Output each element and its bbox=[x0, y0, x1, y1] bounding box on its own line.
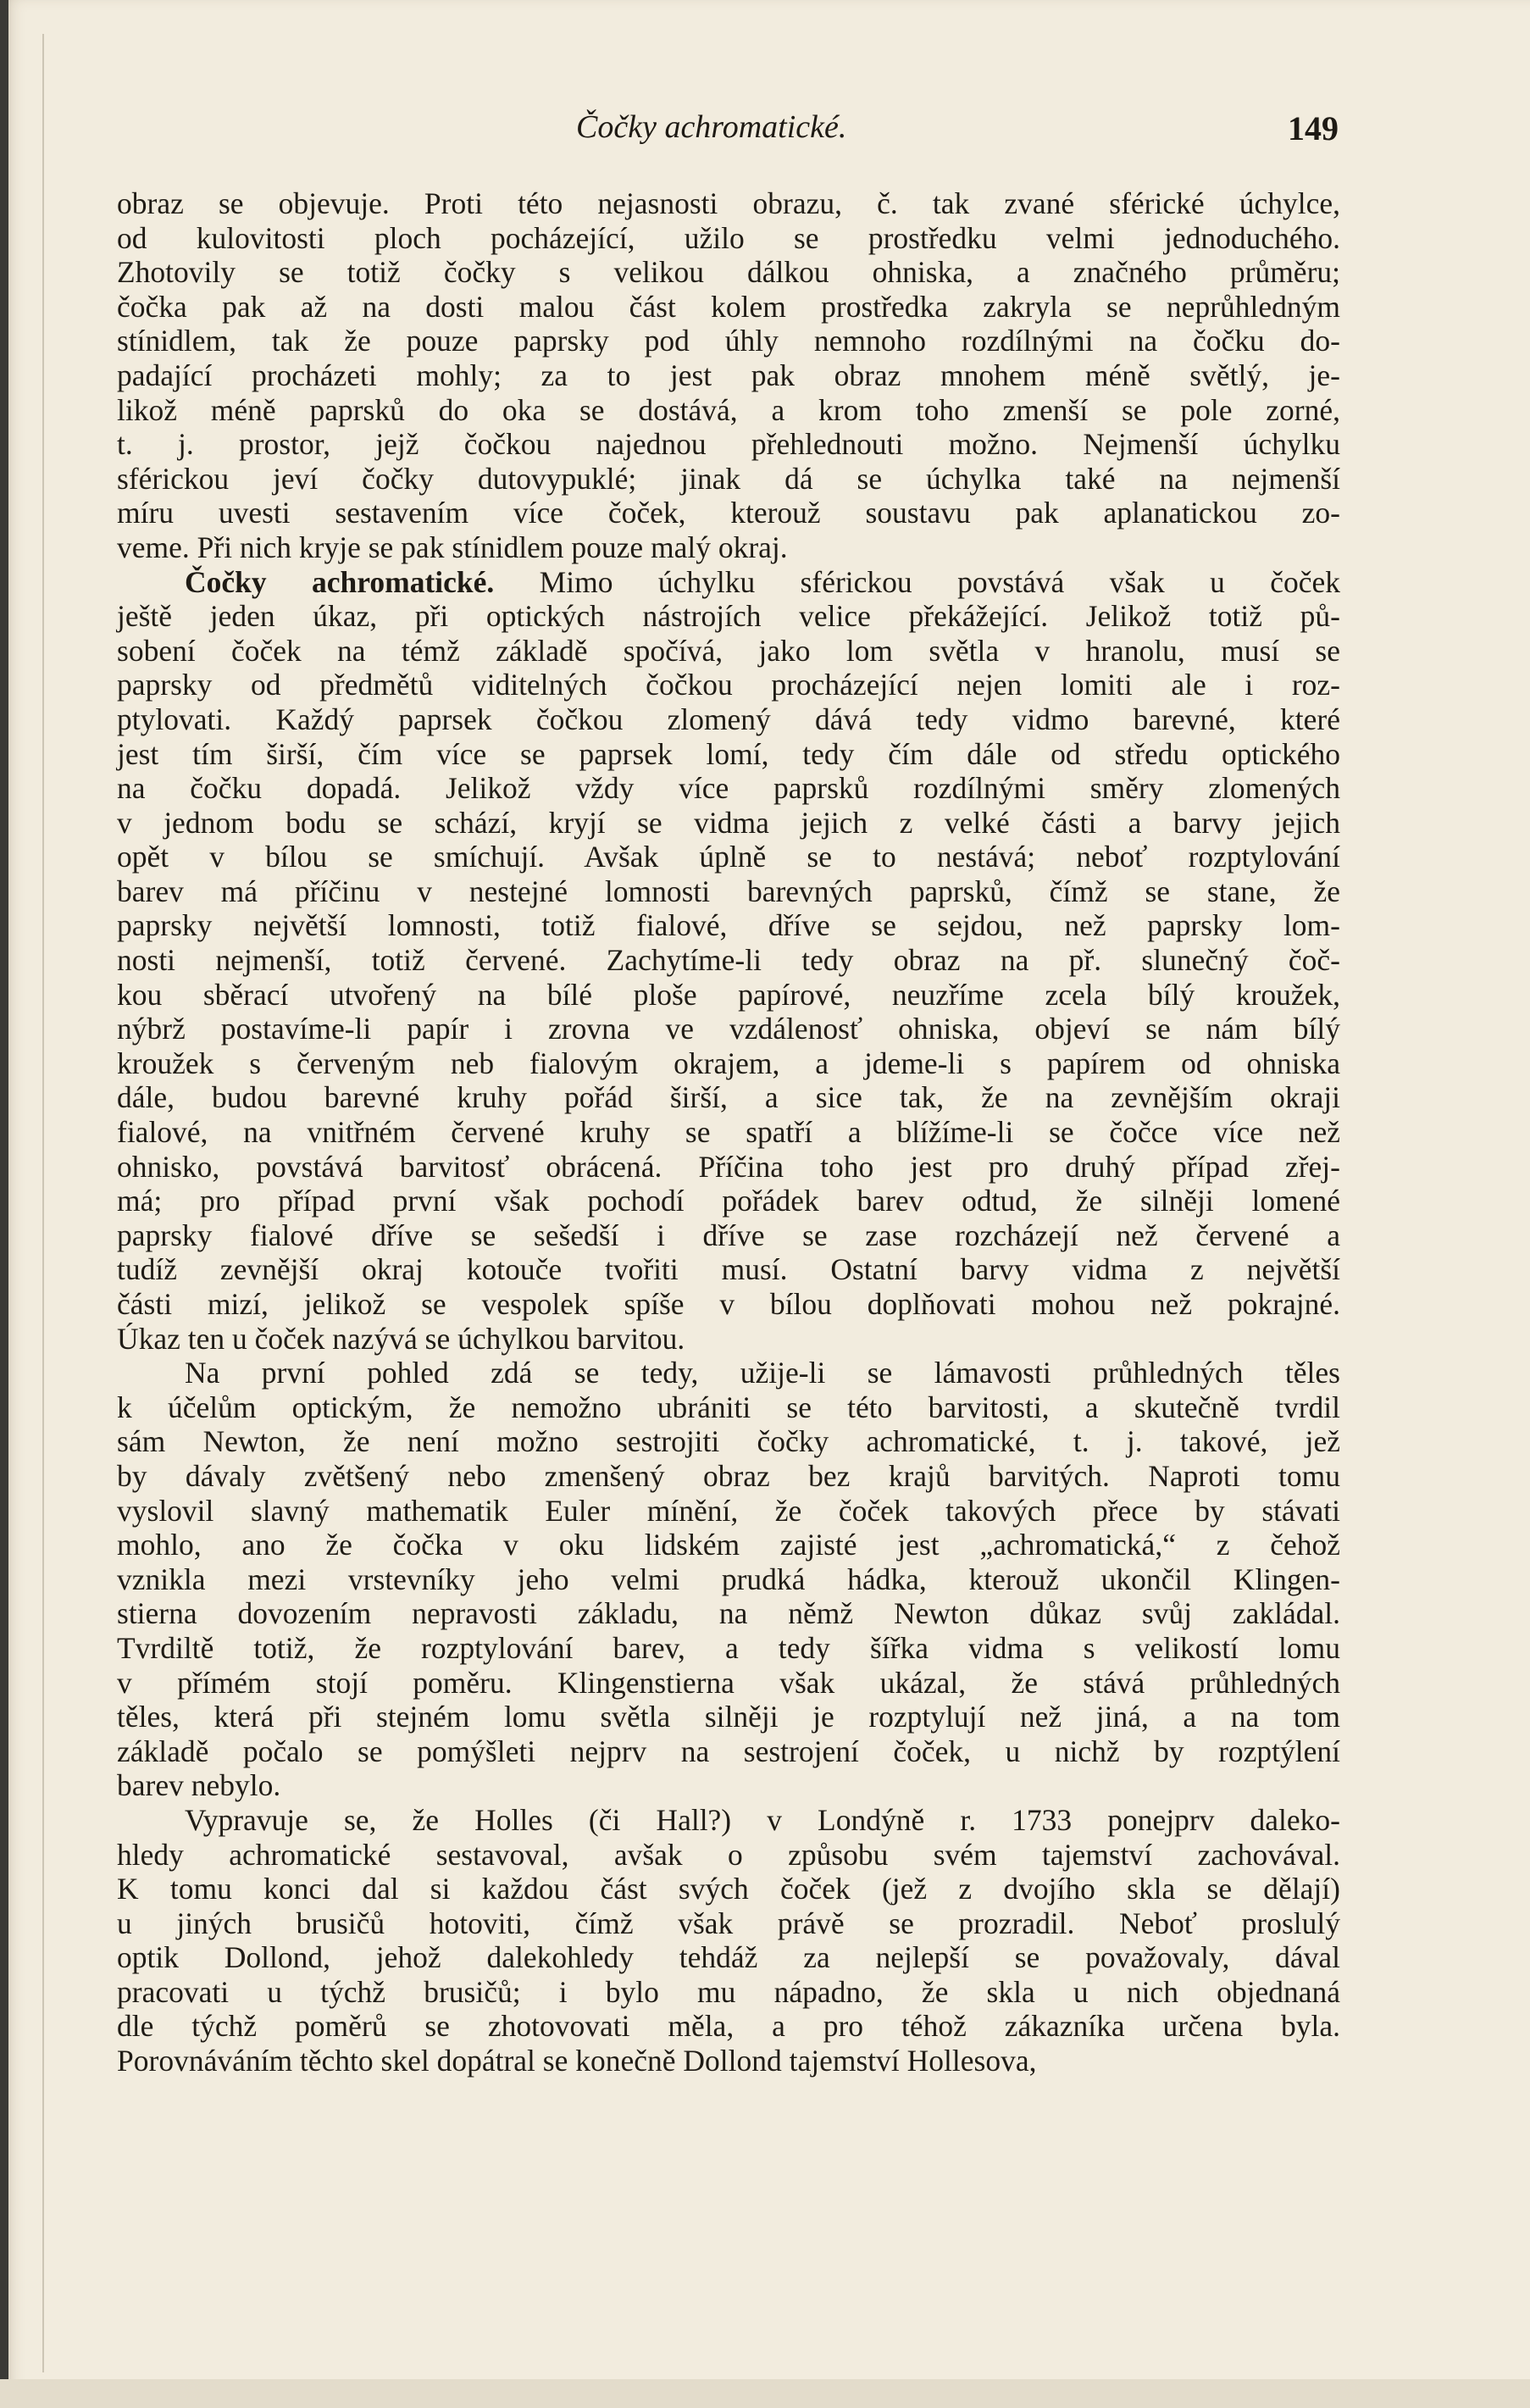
text-line: fialové, na vnitřném červené kruhy se spatří a blížíme-li se čočce více než bbox=[117, 1115, 1340, 1150]
paragraph-holles-dollond bbox=[117, 1803, 1340, 2078]
text-line: veme. Při nich kryje se pak stínidlem pouze malý okraj. bbox=[117, 530, 788, 564]
text-line: Na první pohled zdá se tedy, užije-li se lámavosti průhledných těles bbox=[185, 1356, 1340, 1390]
text-line: pracovati u týchž brusičů; i bylo mu nápadno, že skla u nich objednaná bbox=[117, 1974, 1340, 2009]
text-line: na čočku dopadá. Jelikož vždy více paprsků rozdílnými směry zlomených bbox=[117, 771, 1340, 806]
text-line: stierna dovozením nepravosti základu, na němž Newton důkaz svůj zakládal. bbox=[117, 1596, 1340, 1631]
text-line: kou sběrací utvořený na bílé ploše papírové, neuzříme zcela bílý kroužek, bbox=[117, 977, 1340, 1012]
text-line: sférickou jeví čočky dutovypuklé; jinak dá se úchylka také na nejmenší bbox=[117, 461, 1340, 496]
text-line: v přímém stojí poměru. Klingenstierna však ukázal, že stává průhledných bbox=[117, 1665, 1340, 1700]
text-line: u jiných brusičů hotoviti, čímž však právě se prozradil. Neboť proslulý bbox=[117, 1906, 1340, 1940]
text-line: barev má příčinu v nestejné lomnosti barevných paprsků, čímž se stane, že bbox=[117, 874, 1340, 908]
text-line: nýbrž postavíme-li papír i zrovna ve vzdálenosť ohniska, objeví se nám bílý bbox=[117, 1012, 1340, 1046]
text-line: od kulovitosti ploch pocházející, užilo se prostředku velmi jednoduchého. bbox=[117, 220, 1340, 255]
text-line: tudíž zevnější okraj kotouče tvořiti musí. Ostatní barvy vidma z největší bbox=[117, 1252, 1340, 1287]
text-line: kroužek s červeným neb fialovým okrajem, a jdeme-li s papírem od ohniska bbox=[117, 1046, 1340, 1080]
running-title: Čočky achromatické. bbox=[576, 109, 847, 145]
text-line: t. j. prostor, jejž čočkou najednou přehlednouti možno. Nejmenší úchylku bbox=[117, 427, 1340, 462]
scan-edge bbox=[0, 0, 8, 2408]
text-line: těles, která při stejném lomu světla silněji je rozptylují než jiná, a na tom bbox=[117, 1700, 1340, 1734]
running-head bbox=[119, 108, 1339, 159]
text-line: stínidlem, tak že pouze paprsky pod úhly nemnoho rozdílnými na čočku do- bbox=[117, 324, 1340, 358]
text-line: nosti nejmenší, totiž červené. Zachytíme-li tedy obraz na př. slunečný čoč- bbox=[117, 943, 1340, 978]
text-line: vznikla mezi vrstevníky jeho velmi prudká hádka, kterouž ukončil Klingen- bbox=[117, 1562, 1340, 1596]
text-line: dle týchž poměrů se zhotovovati měla, a pro téhož zákazníka určena byla. bbox=[117, 2009, 1340, 2044]
text-line: sám Newton, že není možno sestrojiti čočky achromatické, t. j. takové, jež bbox=[117, 1424, 1340, 1459]
text-line: hledy achromatické sestavoval, avšak o způsobu svém tajemství zachovával. bbox=[117, 1837, 1340, 1872]
body-text bbox=[117, 186, 1340, 2078]
text-line: v jednom bodu se schází, kryjí se vidma jejich z velké části a barvy jejich bbox=[117, 805, 1340, 840]
text-line: sobení čoček na témž základě spočívá, jako lom světla v hranolu, musí se bbox=[117, 633, 1340, 668]
text-line: by dávaly zvětšený nebo zmenšený obraz bez krajů barvitých. Naproti tomu bbox=[117, 1458, 1340, 1493]
text-line: k účelům optickým, že nemožno ubrániti se této barvitosti, a skutečně tvrdil bbox=[117, 1390, 1340, 1424]
text-line: paprsky od předmětů viditelných čočkou procházející nejen lomiti ale i roz- bbox=[117, 668, 1340, 702]
paragraph-spherical-aberration bbox=[117, 186, 1340, 565]
text-line: Úkaz ten u čoček nazývá se úchylkou barvitou. bbox=[117, 1321, 685, 1356]
text-line: optik Dollond, jehož dalekohledy tehdáž za nejlepší se považovaly, dával bbox=[117, 1940, 1340, 1975]
text-line: mohlo, ano že čočka v oku lidském zajisté jest „achromatická,“ z čehož bbox=[117, 1528, 1340, 1562]
text-line: vyslovil slavný mathematik Euler mínění, že čoček takových přece by stávati bbox=[117, 1493, 1340, 1528]
text-line: K tomu konci dal si každou část svých čoček (jež z dvojího skla se dělají) bbox=[117, 1872, 1340, 1906]
text-line: padající procházeti mohly; za to jest pak obraz mnohem méně světlý, je- bbox=[117, 358, 1340, 392]
text-line: ještě jeden úkaz, při optických nástrojích velice překážející. Jelikož totiž pů- bbox=[117, 599, 1340, 634]
gutter-shadow bbox=[42, 34, 44, 2372]
text-line: míru uvesti sestavením více čoček, kterouž soustavu pak aplanatickou zo- bbox=[117, 496, 1340, 530]
text-line: jest tím širší, čím více se paprsek lomí, tedy čím dále od středu optického bbox=[117, 736, 1340, 771]
text-line: opět v bílou se smíchují. Avšak úplně se to nestává; neboť rozptylování bbox=[117, 840, 1340, 874]
text-line: paprsky největší lomnosti, totiž fialové, dříve se sejdou, než paprsky lom- bbox=[117, 908, 1340, 943]
text-line: dále, budou barevné kruhy pořád širší, a sice tak, že na zevnějším okraji bbox=[117, 1080, 1340, 1115]
paragraph-newton-euler bbox=[117, 1356, 1340, 1803]
text-line: čočka pak až na dosti malou část kolem prostředka zakryla se neprůhledným bbox=[117, 289, 1340, 324]
paragraph-achromatic-lenses bbox=[117, 565, 1340, 1357]
text-line: paprsky fialové dříve se sešedší i dříve se zase rozcházejí než červené a bbox=[117, 1218, 1340, 1252]
text-line: barev nebylo. bbox=[117, 1768, 281, 1803]
text-line: Čočky achromatické. Mimo úchylku sférickou povstává však u čoček bbox=[185, 564, 1341, 599]
text-line: Porovnáváním těchto skel dopátral se konečně Dollond tajemství Hollesova, bbox=[117, 2044, 1037, 2078]
text-line: ohnisko, povstává barvitosť obrácená. Příčina toho jest pro druhý případ zřej- bbox=[117, 1149, 1340, 1184]
page-number: 149 bbox=[1288, 109, 1339, 147]
text-line: Vypravuje se, že Holles (či Hall?) v Londýně r. 1733 ponejprv daleko- bbox=[185, 1802, 1340, 1837]
text-line: má; pro případ první však pochodí pořádek barev odtud, že silněji lomené bbox=[117, 1184, 1340, 1218]
text-line: Zhotovily se totiž čočky s velikou dálkou ohniska, a značného průměru; bbox=[117, 255, 1340, 290]
text-line: obraz se objevuje. Proti této nejasnosti obrazu, č. tak zvané sférické úchylce, bbox=[117, 186, 1340, 220]
text-line: ptylovati. Každý paprsek čočkou zlomený dává tedy vidmo barevné, které bbox=[117, 702, 1340, 736]
text-line: části mizí, jelikož se vespolek spíše v bílou doplňovati mohou než pokrajné. bbox=[117, 1287, 1340, 1321]
text-line: základě počalo se pomýšleti nejprv na sestrojení čoček, u nichž by rozptýlení bbox=[117, 1734, 1340, 1768]
text-line: likož méně paprsků do oka se dostává, a krom toho zmenší se pole zorné, bbox=[117, 392, 1340, 427]
page-bottom-margin bbox=[0, 2379, 1530, 2408]
text-line: Tvrdiltě totiž, že rozptylování barev, a tedy šířka vidma s velikostí lomu bbox=[117, 1630, 1340, 1665]
